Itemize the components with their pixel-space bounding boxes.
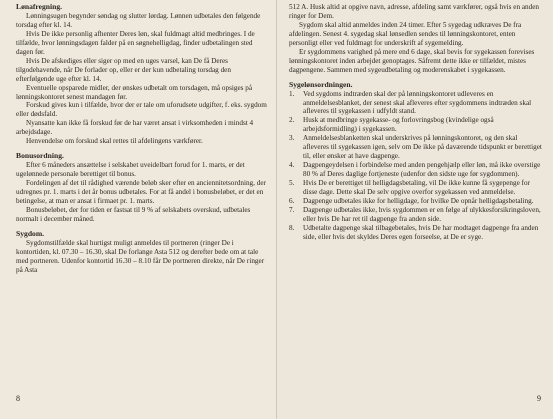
paragraph: Eventuelle opsparede midler, der ønskes udbetalt om torsdagen, må opsiges på lønningskontoret senest mandagen før. [16, 83, 253, 101]
list-item: 6. Dagpenge udbetales ikke for helligdage, for hvilke De opnår helligdagsbetaling. [289, 197, 534, 206]
page-number-left: 8 [16, 394, 20, 403]
right-column [289, 3, 543, 242]
left-column [16, 3, 268, 275]
page-number-right: 9 [537, 394, 541, 403]
heading-bonusordning: Bonusordning. [16, 151, 64, 161]
paragraph: 512 A. Husk altid at opgive navn, adresse, afdeling samt værkfører, også hvis en anden ringer for Dem. [289, 3, 540, 20]
list-item: 8. Udbetalte dagpenge skal tilbagebetales, hvis De har modtaget dagpenge fra anden side, eller hvis det skyldes Deres egen forseelse, at De er syge. [289, 223, 539, 241]
paragraph: Nyansatte kan ikke få forskud før de har været ansat i virksomheden i mindst 4 arbejdsdage. [16, 119, 254, 137]
paragraph: Sygdomstilfælde skal hurtigst muligt anmeldes til portneren (ringer De i kontortiden, kl. 07.30 – 16.30, skal De forlange Asta 512 og derefter bede om at tale med portneren. Udenfor kontortid 16.30 – 8.10 får De portneren direkte, når De ringer på Asta [16, 238, 265, 274]
paragraph: Hvis De ikke personlig afhenter Deres løn, skal fuldmagt altid medbringes. I de tilfælde, hvor lønningsdagen falder på en søgnehelligdag, finder udbetalingen sted dagen før. [16, 29, 255, 56]
paragraph: Bonusbeløbet, der for tiden er fastsat til 9 % af selskabets overskud, udbetales normalt i december måned. [16, 205, 251, 223]
paragraph: Henvendelse om forskud skal rettes til afdelingens værkfører. [26, 137, 203, 146]
paragraph: Sygdom skal altid anmeldes inden 24 timer. Efter 5 sygedag udkræves De fra afdelingen. Senest 4. sygedag skal lønsedlen sendes til lønningskontoret, enten personligt eller ved fuldmagt for underskrift af sygemelding. [289, 20, 522, 47]
list-item: 5. Hvis De er berettiget til helligdagsbetaling, vil De ikke kunne få sygepenge for disse dage. Dette skal De selv opgive overfor sygekassen ved anmeldelse. [289, 179, 530, 197]
list-item: 4. Dagpengeydelsen i forbindelse med anden pengehjælp eller løn, må ikke overstige 80 % af Deres daglige fortjeneste (udenfor den sidste uge før sygdommen). [289, 161, 541, 179]
paragraph: Lønningsugen begynder søndag og slutter lørdag. Lønnen udbetales den følgende torsdag efter kl. 14. [16, 11, 261, 29]
list-item: 1. Ved sygdoms indtræden skal der på lønningskontoret udleveres en anmeldelsesblanket, der senest skal afleveres efter sygdommens indtræden skal afleveres til sygekassen i udfyldt stand. [289, 89, 532, 116]
right-page [277, 0, 553, 419]
heading-sygdom: Sygdom. [16, 228, 45, 238]
paragraph: Forskud gives kun i tilfælde, hvor der er tale om uforudsete udgifter, f. eks. sygdom eller dødsfald. [16, 101, 267, 119]
heading-lonafregning: Lønafregning. [16, 2, 63, 11]
numbered-list [289, 90, 543, 242]
paragraph: Fordelingen af det til rådighed værende beløb sker efter en anciennitetsordning, der udregnes pr. 1. marts i det år bonus udbetales. For at få andel i bonusbeløbet, er det en betingelse, at man er ansat i firmaet pr. 1. marts. [16, 179, 266, 206]
paragraph: Efter 6 måneders ansættelse i selskabet uveidelbart forud for 1. marts, er det ugelønnede personale berettiget til bonus. [16, 161, 245, 179]
paragraph: Hvis De afskediges eller siger op med en uges varsel, kan De få Deres tilgodehavende, når De forlader op, eller er der kun udbetaling torsdag den efterfølgende uge efter kl. 14. [16, 56, 231, 83]
list-item: 2. Husk at medbringe sygekasse- og forlovringsbog (kvindelige også arbejdsformidling) i sygekassen. [289, 116, 494, 134]
left-page [0, 0, 276, 419]
list-item: 7. Dagpenge udbetales ikke, hvis sygdommen er en følge af ulykkesforsikringsloven, eller hvis De har ret til dagpenge fra anden side. [289, 205, 541, 223]
heading-sygelonsordningen: Sygelønsordningen. [289, 79, 353, 89]
paragraph: Er sygdommens varighed på mere end 6 dage, skal bevis for sygekassen forevises lønningskontoret inden arbejdet genoptages. Såfremt dette ikke er tilfældet, mistes dagpengene. Sammen med sygeudbetaling og moderenskabet i sygekassen. [289, 47, 535, 74]
list-item: 3. Anmeldelsesblanketten skal underskrives på lønningskontoret, og den skal afleveres til sygekassen igen, selv om De ikke på daværende tidspunkt er berettiget til, eller ønsker at have dagpenge. [289, 134, 542, 161]
